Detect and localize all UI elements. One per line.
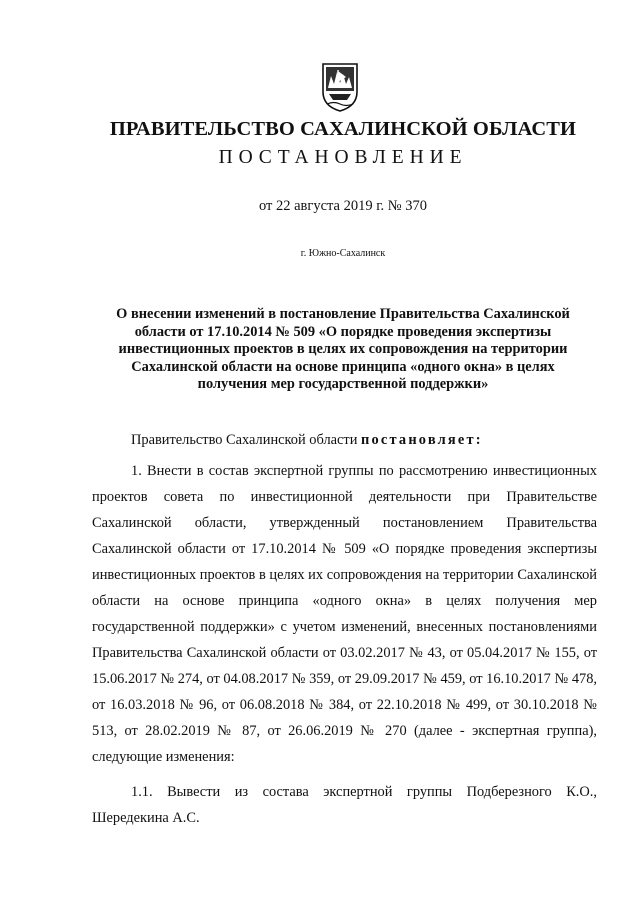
- document-date-number: от 22 августа 2019 г. № 370: [258, 198, 428, 214]
- preamble-paragraph: [92, 427, 597, 453]
- document-body: [92, 427, 597, 831]
- document-subject: О внесении изменений в постановление Правительства Сахалинской области от 17.10.2014 № 509 «О порядке проведения экспертизы инвестиционных проектов в целях их сопровождения на территории Сахалинской области на основе принципа «одного окна» в целях получения мер государственной поддержки»: [116, 306, 570, 393]
- document-type: ПОСТАНОВЛЕНИЕ: [218, 147, 468, 168]
- sakhalin-coat-of-arms-icon: [320, 62, 360, 112]
- preamble-text: Правительство Сахалинской области: [131, 432, 361, 448]
- preamble-verb: постановляет:: [361, 432, 483, 448]
- item-1-1-paragraph: 1.1. Вывести из состава экспертной группы Подберезного К.О., Шередекина А.С.: [92, 784, 597, 826]
- document-city: г. Южно-Сахалинск: [300, 248, 386, 259]
- item-1-paragraph: 1. Внести в состав экспертной группы по рассмотрению инвестиционных проектов совета по инвестиционной деятельности при Правительстве Сахалинской области, утвержденный постановлением Правительства Сахалинской области от 17.10.2014 № 509 «О порядке проведения экспертизы инвестиционных проектов в целях их сопровождения на территории Сахалинской области на основе принципа «одного окна» в целях получения мер государственной поддержки» с учетом изменений, внесенных постановлениями Правительства Сахалинской области от 03.02.2017 № 43, от 05.04.2017 № 155, от 15.06.2017 № 274, от 04.08.2017 № 359, от 29.09.2017 № 459, от 16.10.2017 № 478, от 16.03.2018 № 96, от 06.08.2018 № 384, от 22.10.2018 № 499, от 30.10.2018 № 513, от 28.02.2019 № 87, от 26.06.2019 № 270 (далее - экспертная группа), следующие изменения:: [92, 463, 597, 765]
- government-title: ПРАВИТЕЛЬСТВО САХАЛИНСКОЙ ОБЛАСТИ: [109, 118, 577, 140]
